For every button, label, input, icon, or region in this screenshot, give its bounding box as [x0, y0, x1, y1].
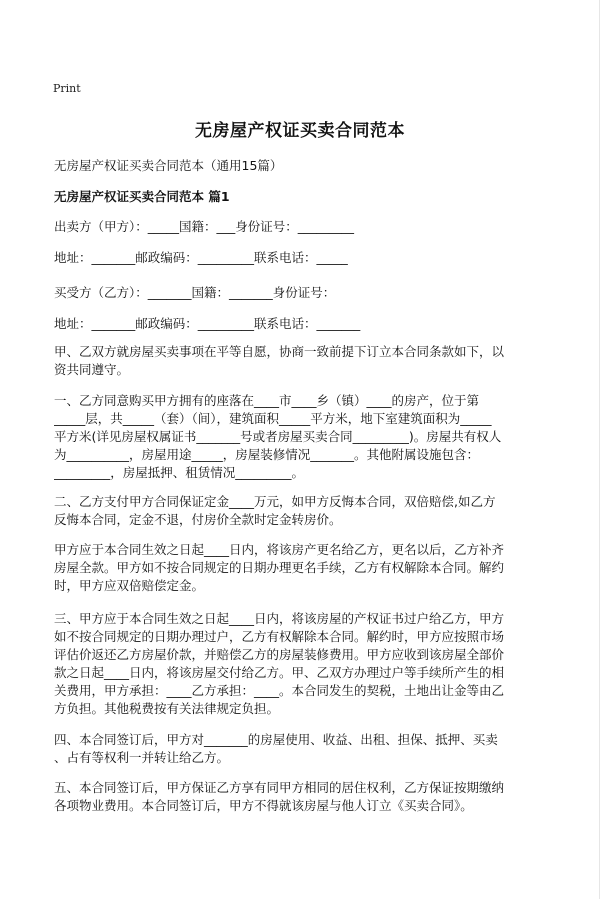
- section-heading: 无房屋产权证买卖合同范本 篇1: [54, 189, 230, 204]
- paragraph-line: 五、本合同签订后，甲方保证乙方享有同甲方相同的居住权利，乙方保证按期缴纳: [54, 780, 505, 795]
- page-title: 无房屋产权证买卖合同范本: [195, 121, 405, 141]
- paragraph-line: 反悔本合同，定金不退，付房价全款时定金转房价。: [54, 512, 342, 527]
- paragraph-line: 款之日起____日内，将该房屋交付给乙方。甲、乙双方办理过户等手续所产生的相: [54, 665, 505, 680]
- paragraph-line: 时，甲方应双倍赔偿定金。: [54, 578, 205, 593]
- seller-address-line: 地址：_______邮政编码：_________联系电话：_____: [54, 250, 348, 265]
- paragraph-line: _____层，共_____（套）（间），建筑面积_____平方米，地下室建筑面积为_____: [54, 411, 492, 426]
- paragraph-clause-2-detail: [54, 541, 550, 595]
- paragraph-line: 资共同遵守。: [54, 362, 130, 377]
- paragraph-line: 二、乙方支付甲方合同保证定金____万元，如甲方反悔本合同，双倍赔偿,如乙方: [54, 494, 496, 509]
- paragraph-clause-3: [54, 610, 550, 718]
- paragraph-line: 平方米(详见房屋权属证书_______号或者房屋买卖合同_________)。房屋共有权人: [54, 429, 502, 444]
- paragraph-clause-5: [54, 779, 550, 815]
- paragraph-line: 各项物业费用。本合同签订后，甲方不得就该房屋与他人订立《买卖合同》。: [54, 798, 473, 813]
- paragraph-line: 三、甲方应于本合同生效之日起____日内，将该房屋的产权证书过户给乙方，甲方: [54, 611, 505, 626]
- paragraph-clause-4: [54, 731, 550, 767]
- paragraph-line: _________，房屋抵押、租赁情况_________。: [54, 465, 305, 480]
- paragraph-clause-2: [54, 493, 550, 529]
- buyer-field-line: 买受方（乙方）：_______国籍：_______身份证号：: [54, 285, 336, 300]
- seller-field-line: 出卖方（甲方）：_____国籍：___身份证号：_________: [54, 219, 355, 234]
- paragraph-line: 房屋全款。甲方如不按合同规定的日期办理更名手续，乙方有权解除本合同。解约: [54, 560, 505, 575]
- paragraph-line: 方负担。其他税费按有关法律规定负担。: [54, 701, 280, 716]
- paragraph-line: 如不按合同规定的日期办理过户，乙方有权解除本合同。解约时，甲方应按照市场: [54, 629, 505, 644]
- paragraph-line: 四、本合同签订后，甲方对_______的房屋使用、收益、出租、担保、抵押、买卖: [54, 732, 498, 747]
- document-subtitle: 无房屋产权证买卖合同范本（通用15篇）: [54, 158, 283, 173]
- print-label[interactable]: Print: [53, 82, 81, 95]
- paragraph-line: 评估价返还乙方房屋价款，并赔偿乙方的房屋装修费用。甲方应收到该房屋全部价: [54, 647, 505, 662]
- paragraph-line: 甲方应于本合同生效之日起____日内，将该房产更名给乙方，更名以后，乙方补齐: [54, 542, 505, 557]
- paragraph-line: 关费用，甲方承担：____乙方承担：____。本合同发生的契税，土地出让金等由乙: [54, 683, 505, 698]
- paragraph-intro: [54, 343, 550, 379]
- paragraph-line: 甲、乙双方就房屋买卖事项在平等自愿，协商一致前提下订立本合同条款如下，以: [54, 344, 505, 359]
- buyer-address-line: 地址：_______邮政编码：_________联系电话：_______: [54, 316, 361, 331]
- paragraph-line: 、占有等权利一并转让给乙方。: [54, 750, 230, 765]
- paragraph-line: 一、乙方同意购买甲方拥有的座落在____市____乡（镇）____的房产，位于第: [54, 393, 480, 408]
- paragraph-clause-1: [54, 392, 550, 482]
- paragraph-line: 为__________，房屋用途_____，房屋装修情况_______。其他附属设施包含：: [54, 447, 480, 462]
